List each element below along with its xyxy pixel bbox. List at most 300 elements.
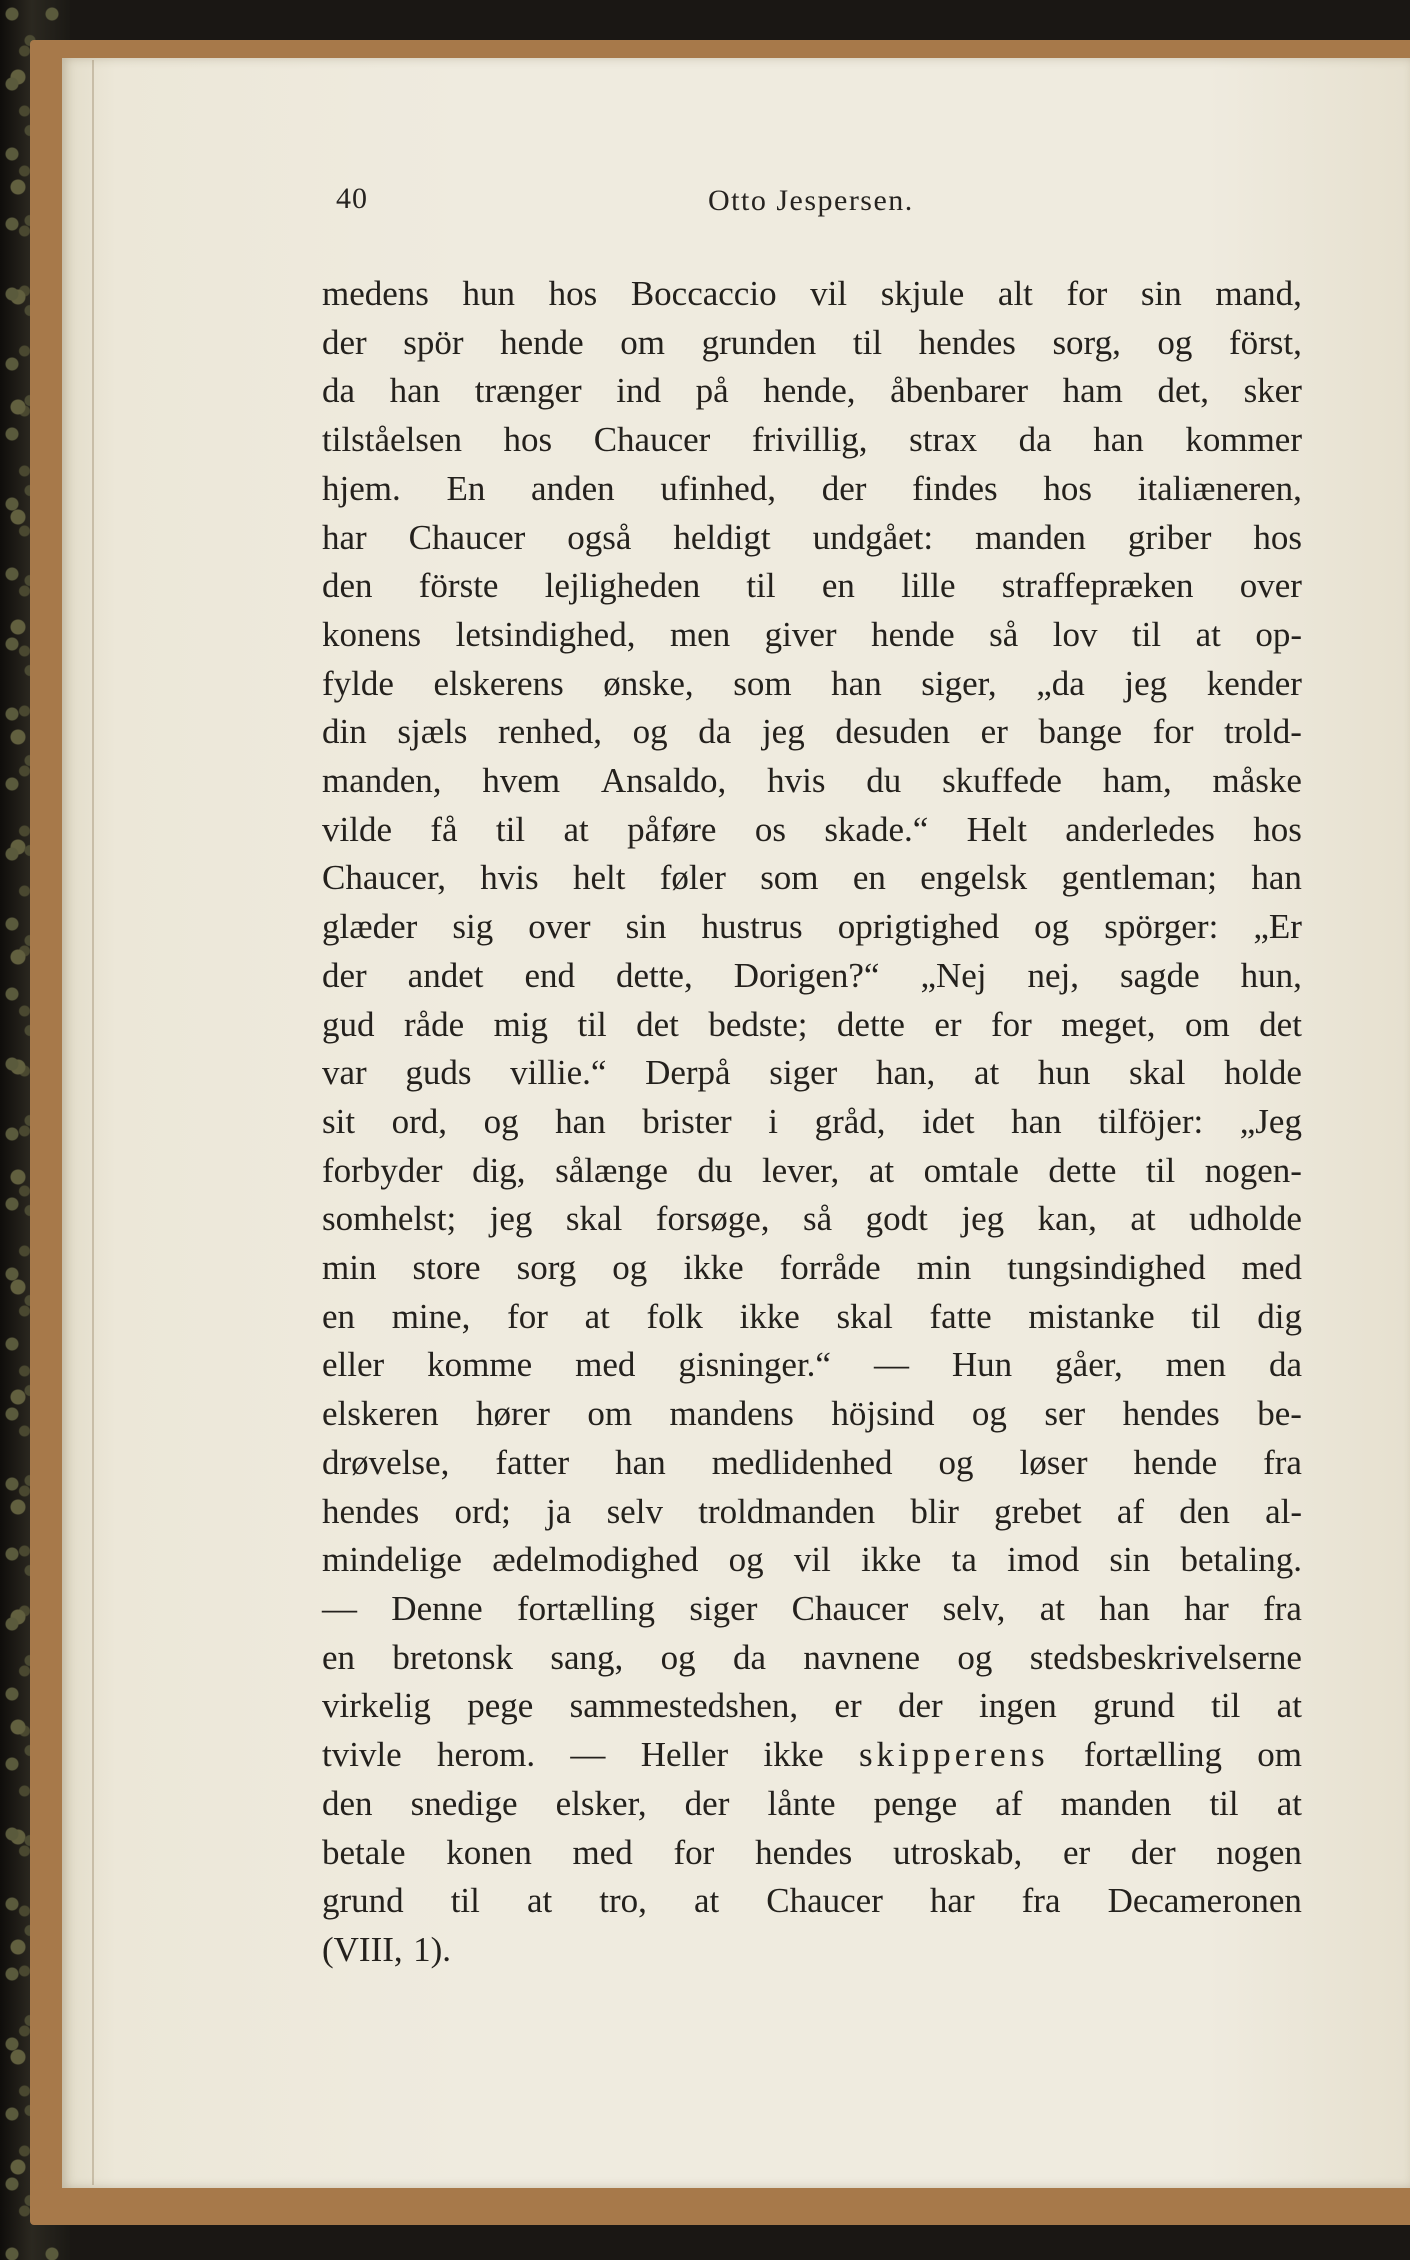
- word: betale: [322, 1832, 406, 1872]
- word: Chaucer: [593, 420, 711, 460]
- word: i: [768, 1101, 778, 1141]
- word: En: [446, 468, 486, 508]
- word: råde: [403, 1004, 465, 1044]
- word: Chaucer: [791, 1588, 909, 1628]
- word: mine,: [391, 1296, 471, 1336]
- word: vilde: [322, 809, 392, 849]
- word: somhelst;: [322, 1199, 457, 1239]
- word: sin: [1140, 274, 1182, 313]
- word: ufinhed,: [660, 468, 776, 508]
- text-line: [322, 416, 1302, 465]
- word: udholde: [1189, 1199, 1302, 1239]
- word: ædelmodighed: [492, 1540, 699, 1580]
- word: komme: [427, 1345, 533, 1385]
- word: du: [866, 761, 902, 801]
- word: den: [322, 566, 373, 606]
- word: ord,: [391, 1101, 448, 1141]
- word: „Nej: [920, 955, 987, 995]
- word: han: [555, 1101, 606, 1141]
- word: virkelig: [322, 1686, 431, 1726]
- word: oprigtighed: [837, 907, 1000, 947]
- word: tungsindighed: [1007, 1248, 1206, 1288]
- word: den: [1179, 1491, 1230, 1531]
- word: sålænge: [555, 1150, 668, 1190]
- word: da: [322, 371, 356, 411]
- word: sagde: [1119, 955, 1200, 995]
- word: ser: [1044, 1394, 1086, 1434]
- word: tilståelsen: [322, 420, 462, 460]
- word: tilföjer:: [1098, 1101, 1204, 1141]
- word: Hun: [951, 1345, 1013, 1385]
- word: vil: [793, 1540, 831, 1580]
- word: Derpå: [645, 1053, 731, 1093]
- word: grunden: [701, 322, 817, 362]
- word: for: [1152, 712, 1194, 752]
- word: er: [934, 1004, 962, 1044]
- word: min: [322, 1248, 377, 1288]
- word: at: [868, 1150, 895, 1190]
- word: for: [507, 1296, 548, 1336]
- word: jeg: [489, 1199, 533, 1239]
- page-number: 40: [336, 182, 368, 215]
- word: anden: [531, 468, 615, 508]
- word: konens: [322, 614, 422, 654]
- word: glæder: [322, 907, 418, 947]
- word: sjæls: [397, 712, 468, 752]
- word: og: [1157, 322, 1193, 362]
- word: gisninger.“: [678, 1345, 831, 1385]
- word: som: [733, 663, 792, 703]
- word: Boccaccio: [630, 274, 777, 313]
- text-line: [322, 1244, 1302, 1293]
- word: selv: [606, 1491, 663, 1531]
- text-line: [322, 1390, 1302, 1439]
- word: al-: [1265, 1491, 1302, 1531]
- word: siger,: [921, 663, 997, 703]
- word: en: [322, 1637, 356, 1677]
- text-line: [322, 611, 1302, 660]
- word: griber: [1127, 517, 1212, 557]
- word: eller: [322, 1345, 385, 1385]
- word: med: [575, 1345, 636, 1385]
- word: grebet: [994, 1491, 1082, 1531]
- text-line: [322, 1634, 1302, 1683]
- word: dette: [836, 1004, 905, 1044]
- word: hende: [500, 322, 584, 362]
- word: —: [322, 1588, 357, 1628]
- word: snedige: [410, 1783, 518, 1823]
- word: forråde: [779, 1248, 881, 1288]
- word: hende: [1133, 1442, 1218, 1482]
- text-line: [322, 319, 1302, 368]
- word: sorg,: [1052, 322, 1121, 362]
- word: han: [1251, 858, 1302, 898]
- word: skal: [836, 1296, 893, 1336]
- word: og: [1034, 907, 1070, 947]
- word: gud: [322, 1004, 375, 1044]
- word: italiæneren,: [1137, 468, 1302, 508]
- word: konen: [446, 1832, 532, 1872]
- word: at: [973, 1053, 1000, 1093]
- word: nogen: [1216, 1832, 1302, 1872]
- word: op-: [1255, 614, 1302, 654]
- word: pege: [467, 1686, 534, 1726]
- word: elskeren: [322, 1394, 439, 1434]
- word: hvis: [480, 858, 539, 898]
- word: er: [980, 712, 1008, 752]
- word: först,: [1229, 322, 1302, 362]
- word: en: [821, 566, 855, 606]
- word: var: [322, 1053, 367, 1093]
- word: har: [322, 517, 367, 557]
- word: din: [322, 712, 367, 752]
- text-line: [322, 1098, 1302, 1147]
- word: til: [852, 322, 883, 362]
- word: han: [1011, 1101, 1062, 1141]
- word: påføre: [627, 809, 717, 849]
- word: at: [526, 1881, 553, 1921]
- word: lever,: [761, 1150, 840, 1190]
- word: ikke: [763, 1735, 824, 1775]
- word: fra: [1263, 1442, 1302, 1482]
- word: höjsind: [831, 1394, 935, 1434]
- word: han: [615, 1442, 666, 1482]
- word: der: [684, 1783, 730, 1823]
- word: til: [746, 566, 776, 606]
- word: og: [612, 1248, 648, 1288]
- word: hvem: [482, 761, 561, 801]
- word: på: [695, 371, 729, 411]
- word: hører: [476, 1394, 550, 1434]
- text-line: [322, 1585, 1302, 1634]
- word: som: [760, 858, 819, 898]
- word: fatter: [495, 1442, 570, 1482]
- word: føler: [659, 858, 726, 898]
- word: ja: [546, 1491, 572, 1531]
- word: hun: [1037, 1053, 1091, 1093]
- text-line: [322, 708, 1302, 757]
- word: men: [1165, 1345, 1226, 1385]
- word: hun: [462, 274, 516, 313]
- text-line: [322, 514, 1302, 563]
- text-line: [322, 1926, 1302, 1975]
- word: har: [929, 1881, 975, 1921]
- word: da: [733, 1637, 767, 1677]
- word: tvivle: [322, 1735, 402, 1775]
- word: „da: [1036, 663, 1085, 703]
- word: og: [660, 1637, 696, 1677]
- word: fra: [1263, 1588, 1302, 1628]
- word: —: [570, 1735, 606, 1775]
- word: til: [577, 1004, 607, 1044]
- word: skal: [565, 1199, 623, 1239]
- word: så: [803, 1199, 833, 1239]
- word: hende,: [763, 371, 856, 411]
- word: med: [1241, 1248, 1302, 1288]
- word: men: [669, 614, 731, 654]
- word: mandens: [669, 1394, 794, 1434]
- text-line: [322, 1439, 1302, 1488]
- word: over: [528, 907, 591, 947]
- word: elsker,: [555, 1783, 647, 1823]
- word: fylde: [322, 663, 394, 703]
- word: det,: [1157, 371, 1209, 411]
- text-line: [322, 660, 1302, 709]
- word: bange: [1038, 712, 1123, 752]
- word: strax: [909, 420, 978, 460]
- word: han: [1093, 420, 1144, 460]
- word: ikke: [861, 1540, 922, 1580]
- word: for: [1066, 274, 1108, 313]
- word: jeg: [761, 712, 805, 752]
- word: lille: [901, 566, 956, 606]
- word: hos: [1253, 809, 1302, 849]
- word: sammestedshen,: [569, 1686, 799, 1726]
- text-line: [322, 1682, 1302, 1731]
- word: Denne: [391, 1588, 483, 1628]
- word: og: [483, 1101, 519, 1141]
- word: at: [1195, 614, 1221, 654]
- word: sker: [1243, 371, 1302, 411]
- word: han,: [875, 1053, 936, 1093]
- word: om: [587, 1394, 633, 1434]
- word: dig: [1257, 1296, 1302, 1336]
- word: ikke: [739, 1296, 800, 1336]
- word: til: [495, 809, 526, 849]
- word: hustrus: [701, 907, 803, 947]
- text-line: [322, 1780, 1302, 1829]
- word: mindelige: [322, 1540, 462, 1580]
- word: skipperens: [858, 1735, 1049, 1775]
- word: der: [821, 468, 867, 508]
- word: elskerens: [433, 663, 564, 703]
- word: gråd,: [814, 1101, 886, 1141]
- word: siger: [769, 1053, 838, 1093]
- word: det: [1259, 1004, 1302, 1044]
- word: brister: [642, 1101, 732, 1141]
- word: løser: [1019, 1442, 1088, 1482]
- word: hos: [548, 274, 598, 313]
- word: villie.“: [510, 1053, 607, 1093]
- word: straffepræken: [1001, 566, 1194, 606]
- word: stedsbeskrivelserne: [1029, 1637, 1302, 1677]
- word: spör: [403, 322, 464, 362]
- text-line: [322, 952, 1302, 1001]
- word: hos: [1253, 517, 1302, 557]
- text-line: [322, 1877, 1302, 1926]
- word: selv,: [942, 1588, 1006, 1628]
- word: og: [938, 1442, 974, 1482]
- word: penge: [873, 1783, 958, 1823]
- word: spörger:: [1104, 907, 1219, 947]
- text-line: [322, 1147, 1302, 1196]
- word: letsindighed,: [455, 614, 636, 654]
- word: der: [897, 1686, 943, 1726]
- text-line: [322, 1829, 1302, 1878]
- word: at: [1039, 1588, 1065, 1628]
- word: ta: [951, 1540, 977, 1580]
- word: „Jeg: [1239, 1101, 1302, 1141]
- word: drøvelse,: [322, 1442, 450, 1482]
- word: sig: [452, 907, 494, 947]
- word: bretonsk: [392, 1637, 513, 1677]
- word: meget,: [1061, 1004, 1156, 1044]
- word: til: [1209, 1783, 1239, 1823]
- word: troldmanden: [698, 1491, 876, 1531]
- word: nej,: [1027, 955, 1079, 995]
- word: mand,: [1215, 274, 1302, 313]
- word: hvis: [767, 761, 826, 801]
- word: betaling.: [1180, 1540, 1302, 1580]
- word: Helt: [966, 809, 1027, 849]
- word: hos: [1043, 468, 1092, 508]
- word: ønske,: [603, 663, 694, 703]
- word: holde: [1224, 1053, 1302, 1093]
- word: kender: [1206, 663, 1302, 703]
- word: be-: [1257, 1394, 1302, 1434]
- word: den: [322, 1783, 373, 1823]
- word: få: [430, 809, 458, 849]
- text-line: [322, 1049, 1302, 1098]
- word: sit: [322, 1101, 356, 1141]
- word: måske: [1212, 761, 1302, 801]
- word: forbyder: [322, 1150, 443, 1190]
- word: der: [322, 955, 367, 995]
- word: giver: [764, 614, 837, 654]
- word: kan,: [1037, 1199, 1097, 1239]
- word: grund: [322, 1881, 404, 1921]
- word: hos: [503, 420, 553, 460]
- word: mistanke: [1028, 1296, 1155, 1336]
- word: herom.: [436, 1735, 536, 1775]
- word: nogen-: [1204, 1150, 1302, 1190]
- word: (VIII,: [322, 1929, 403, 1969]
- word: han: [1099, 1588, 1150, 1628]
- word: hende: [871, 614, 955, 654]
- word: tro,: [599, 1881, 647, 1921]
- word: og: [957, 1637, 993, 1677]
- word: Chaucer: [408, 517, 526, 557]
- word: sin: [1109, 1540, 1151, 1580]
- word: lånte: [767, 1783, 836, 1823]
- text-line: [322, 367, 1302, 416]
- word: med: [572, 1832, 633, 1872]
- word: er: [1063, 1832, 1091, 1872]
- word: end: [524, 955, 575, 995]
- text-line: [322, 757, 1302, 806]
- text-line: [322, 1536, 1302, 1585]
- word: renhed,: [498, 712, 603, 752]
- word: kommer: [1185, 420, 1302, 460]
- word: er: [834, 1686, 862, 1726]
- word: du: [697, 1150, 733, 1190]
- word: han: [389, 371, 441, 411]
- word: dette,: [615, 955, 693, 995]
- word: „Er: [1253, 907, 1302, 947]
- word: fortælling: [1083, 1735, 1222, 1775]
- word: hendes: [1122, 1394, 1220, 1434]
- word: og: [971, 1394, 1007, 1434]
- text-line: [322, 854, 1302, 903]
- word: min: [916, 1248, 972, 1288]
- word: at: [1276, 1783, 1302, 1823]
- word: har: [1184, 1588, 1229, 1628]
- word: siger: [689, 1588, 758, 1628]
- word: af: [1116, 1491, 1145, 1531]
- word: medlidenhed: [711, 1442, 893, 1482]
- word: godt: [865, 1199, 928, 1239]
- word: en: [852, 858, 886, 898]
- word: der: [1130, 1832, 1176, 1872]
- word: at: [1276, 1686, 1302, 1726]
- text-line: [322, 1341, 1302, 1390]
- word: vil: [810, 274, 848, 313]
- word: store: [412, 1248, 481, 1288]
- word: omtale: [923, 1150, 1019, 1190]
- word: til: [1211, 1686, 1241, 1726]
- running-head: Otto Jespersen.: [708, 184, 914, 217]
- word: jeg: [961, 1199, 1005, 1239]
- word: trold-: [1224, 712, 1302, 752]
- word: blir: [910, 1491, 959, 1531]
- text-line: [322, 465, 1302, 514]
- word: dette: [1048, 1150, 1117, 1190]
- text-line: [322, 270, 1302, 319]
- word: idet: [922, 1101, 975, 1141]
- word: dig,: [472, 1150, 526, 1190]
- word: Decameronen: [1107, 1881, 1302, 1921]
- word: forsøge,: [655, 1199, 770, 1239]
- word: over: [1239, 566, 1302, 606]
- word: findes: [912, 468, 998, 508]
- word: hendes: [918, 322, 1016, 362]
- word: skade.“: [824, 809, 929, 849]
- word: til: [450, 1881, 480, 1921]
- word: Ansaldo,: [600, 761, 727, 801]
- text-line: [322, 1195, 1302, 1244]
- word: hendes: [755, 1832, 853, 1872]
- text-line: [322, 1731, 1302, 1780]
- text-line: [322, 1001, 1302, 1050]
- word: bedste;: [708, 1004, 808, 1044]
- word: hjem.: [322, 468, 401, 508]
- word: navnene: [803, 1637, 921, 1677]
- word: om: [1184, 1004, 1230, 1044]
- word: Heller: [640, 1735, 729, 1775]
- word: frivillig,: [751, 420, 868, 460]
- word: åbenbarer: [890, 371, 1029, 411]
- word: for: [673, 1832, 715, 1872]
- word: lov: [1052, 614, 1098, 654]
- word: 1).: [413, 1929, 452, 1969]
- word: at: [1130, 1199, 1156, 1239]
- word: og: [632, 712, 668, 752]
- word: til: [1146, 1150, 1176, 1190]
- word: at: [693, 1881, 720, 1921]
- word: så: [989, 614, 1019, 654]
- word: manden: [1060, 1783, 1172, 1823]
- word: fatte: [929, 1296, 992, 1336]
- word: manden: [975, 517, 1086, 557]
- word: hendes: [322, 1491, 420, 1531]
- word: folk: [646, 1296, 703, 1336]
- word: jeg: [1124, 663, 1168, 703]
- word: desuden: [835, 712, 951, 752]
- word: da: [1268, 1345, 1302, 1385]
- word: for: [991, 1004, 1032, 1044]
- word: imod: [1007, 1540, 1080, 1580]
- word: helt: [572, 858, 626, 898]
